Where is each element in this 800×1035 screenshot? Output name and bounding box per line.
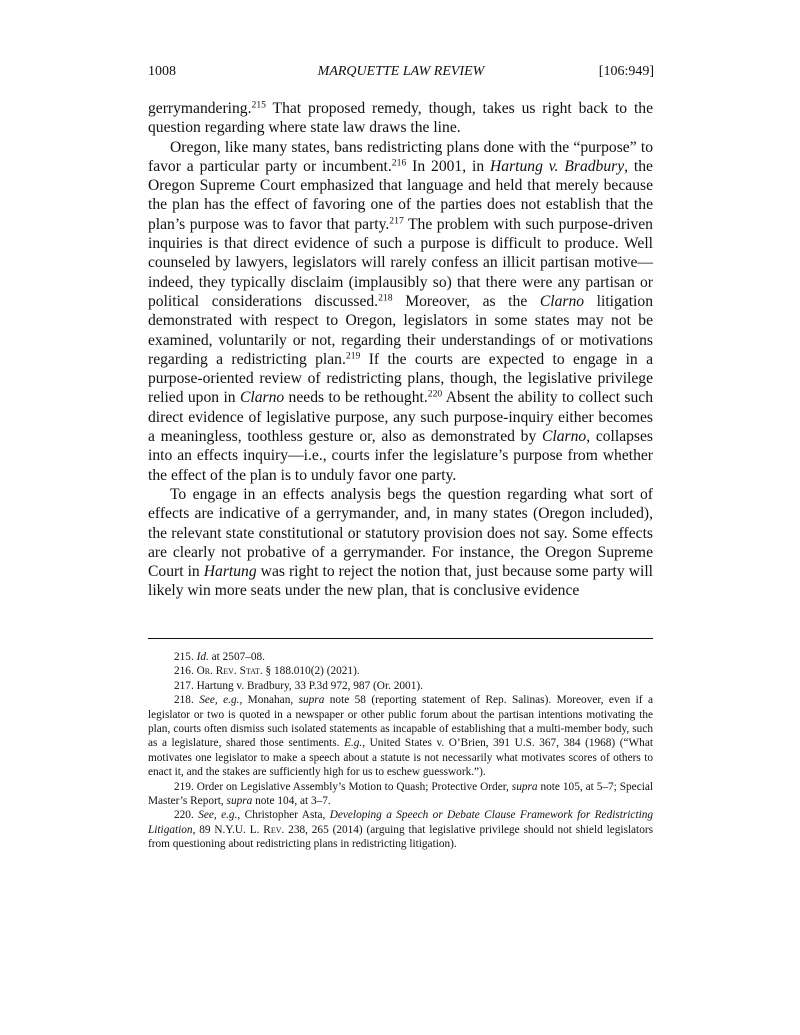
footnote-number: 215. [174,651,197,663]
text: , Christopher Asta, [237,809,330,822]
text: That proposed remedy, though, takes us right back to the question regarding where state law draws the line. [148,100,653,137]
volume-citation: [106:949] [598,64,654,79]
signal: Id. [196,651,209,663]
text: at 2507–08. [208,651,266,663]
signal: supra [226,795,253,808]
running-header [148,63,654,81]
text: note 105, at 5–7; Special Master’s Report, [148,780,654,808]
footnote-number: 216. [174,665,197,678]
journal-title: MARQUETTE LAW REVIEW [317,64,485,79]
footnote-ref-220: 220 [427,389,443,401]
text: In 2001, in [406,157,491,175]
article-title: Developing a Speech or Debate Clause Framework for Redistricting Litigation [148,809,654,836]
text: § 188.010(2) (2021). [262,665,360,678]
text: Moreover, as the [392,292,540,310]
paragraph-2 [148,138,653,485]
footnote-ref-215: 215 [251,99,266,111]
text: 238, 265 (2014) (arguing that legislative privilege should not shield legislators from questioning about redistricting plans in redistricting litigation). [148,823,654,851]
signal: See, e.g. [199,694,240,707]
text: , the Oregon Supreme Court emphasized that language and held that merely because the plan has the effect of favoring one of the parties does not establish that the plan’s purpose was to favor that party. [148,157,653,233]
signal: supra [511,780,538,793]
page-number: 1008 [148,64,176,79]
footnote-216 [148,664,653,678]
text: note 104, at 3–7. [252,795,331,808]
footnote-219 [148,780,653,809]
case-name: Hartung [203,563,257,581]
footnote-218 [148,693,653,779]
body-text [148,99,653,601]
text: To engage in an effects analysis begs the question regarding what sort of effects are indicative of a gerrymander, and, in many states (Oregon included), the relevant state constitutional or statutory provision does not say. Some effects are clearly not probative of a gerrymander. For instance, the Oregon Supreme Court in [148,485,653,581]
case-name: Clarno [239,389,285,407]
footnote-divider [148,638,653,639]
text: gerrymandering. [148,100,252,117]
text: If the courts are expected to engage in a purpose-oriented review of redistricting plans, though, the legislative privilege relied upon in [148,350,653,407]
footnote-220 [148,808,653,851]
text: Order on Legislative Assembly’s Motion to Quash; Protective Order, [196,780,512,793]
case-name: Clarno [541,428,587,446]
text: note 58 (reporting statement of Rep. Salinas). Moreover, even if a legislator or two is quoted in a newspaper or other public forum about the partisan intentions motivating the plan, courts often dismiss such isolated statements as incapable of establishing that a multi-member body, such as a legislature, shared those sentiments. [148,694,654,750]
case-name: Hartung v. Bradbury [490,157,625,175]
journal-name: N.Y.U. L. Rev. [214,823,285,836]
text: , United States v. O’Brien, 391 U.S. 367, 384 (1968) (“What motivates one legislator to make a speech about a statute is not necessarily what motivates scores of others to enact it, and the stakes are sufficiently high for us to eschew guesswork.”). [148,737,653,779]
text: litigation demonstrated with respect to Oregon, legislators in some states may not be examined, voluntarily or not, regarding their understandings of or motivations regarding a redistricting plan. [148,292,653,368]
text: , Monahan, [239,694,299,707]
footnote-number: 218. [174,694,200,707]
statute-name: Or. Rev. Stat. [196,665,263,678]
footnote-215 [148,650,653,664]
signal: See, e.g. [198,809,238,822]
paragraph-3 [148,485,653,601]
text: needs to be rethought. [284,389,428,407]
footnote-217 [148,679,653,693]
footnote-number: 220. [174,809,199,822]
text: Absent the ability to collect such direct evidence of legislative purpose, any such purpose-inquiry either becomes a meaningless, toothless gesture or, also as demonstrated by [148,389,654,446]
footnote-number: 219. [174,780,197,793]
text: , 89 [192,823,215,836]
footnote-ref-217: 217 [389,215,404,227]
text: , collapses into an effects inquiry—i.e., courts infer the legislature’s purpose from whether the effect of the plan is to unduly favor one party. [148,428,653,484]
signal: E.g. [344,737,363,750]
footnote-ref-216: 216 [391,157,407,169]
text: The problem with such purpose-driven inquiries is that direct evidence of such a purpose is difficult to produce. Well counseled by lawyers, legislators will rarely confess an illicit partisan motive—indeed, they typically disclaim (implausibly so) that there were any partisan or political considerations discussed. [148,215,653,310]
case-name: Clarno [539,292,585,310]
signal: supra [298,694,325,707]
footnotes [148,650,653,852]
text: Hartung v. Bradbury, 33 P.3d 972, 987 (Or. 2001). [196,679,423,692]
text: Oregon, like many states, bans redistricting plans done with the “purpose” to favor a particular party or incumbent. [148,138,653,175]
footnote-number: 217. [174,679,197,692]
paragraph-1 [148,99,653,138]
footnote-ref-218: 218 [378,292,393,304]
text: was right to reject the notion that, just because some party will likely win more seats under the new plan, that is conclusive evidence [148,563,653,600]
footnote-ref-219: 219 [345,350,361,362]
